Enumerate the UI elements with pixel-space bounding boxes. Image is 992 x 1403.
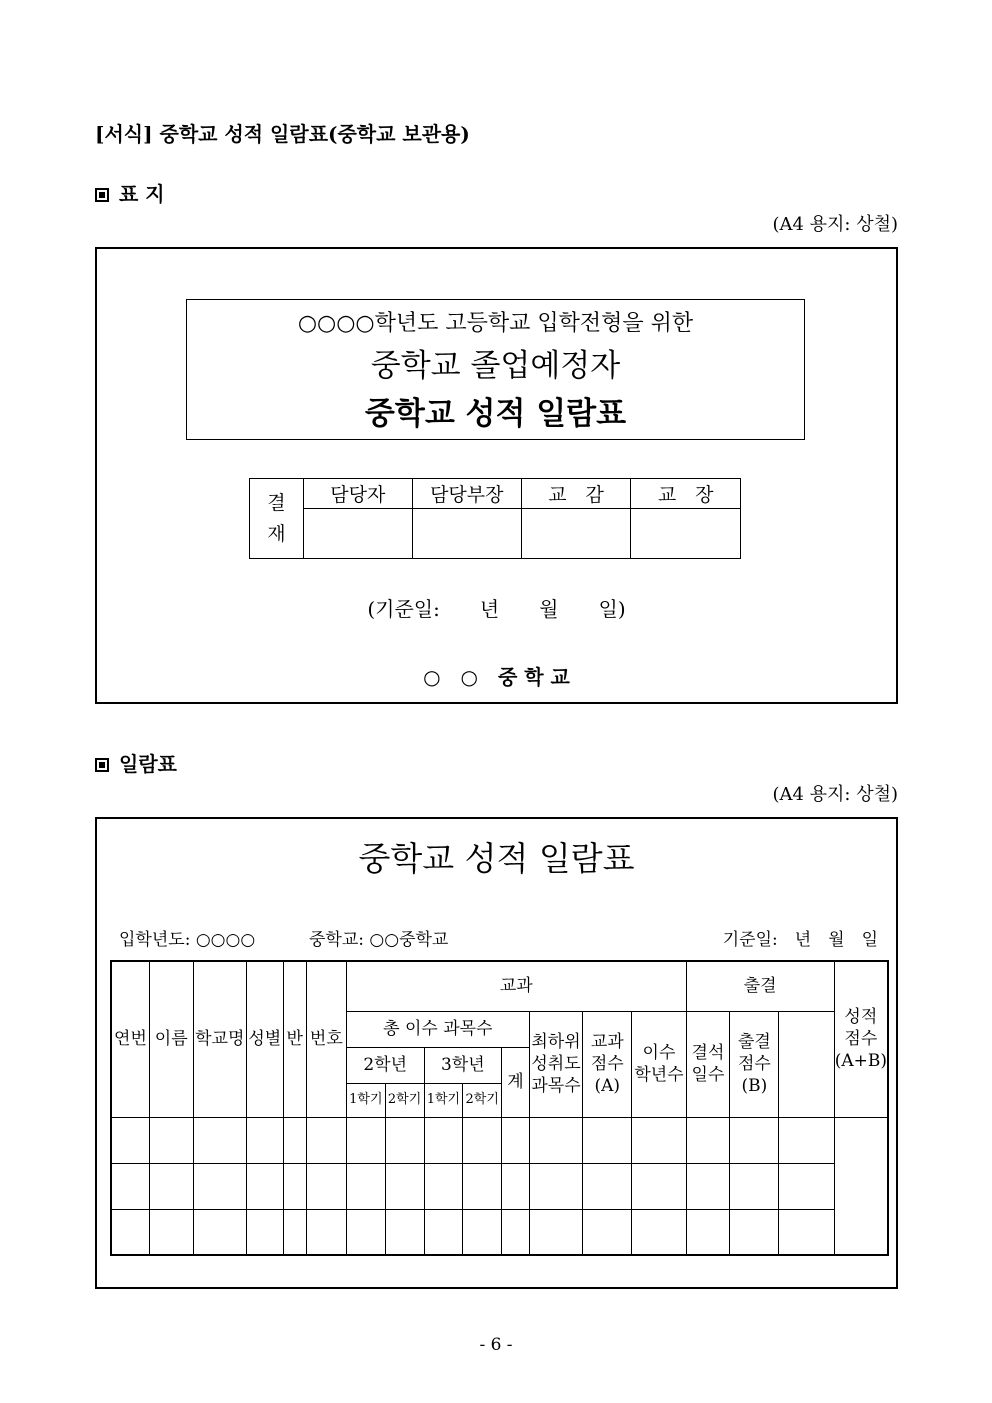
cover-base-date: (기준일: 년 월 일) — [367, 597, 626, 621]
cover-heading: 표 지 — [95, 178, 165, 207]
approval-sign-cell — [303, 509, 412, 559]
cover-school-name: ○ ○ 중 학 교 — [423, 665, 570, 689]
table-row — [111, 1117, 888, 1163]
document-title: [서식] 중학교 성적 일람표(중학교 보관용) — [95, 122, 470, 146]
list-base-date: 기준일: 년 월 일 — [722, 930, 878, 950]
table-row — [111, 1209, 888, 1255]
square-bullet-icon — [95, 188, 109, 202]
cover-paper-note: (A4 용지: 상철) — [772, 214, 898, 235]
header-g2-sem2: 2학기 — [385, 1083, 424, 1117]
header-name: 이름 — [149, 961, 193, 1117]
approval-label: 결 재 — [250, 479, 304, 559]
cover-title-line3: 중학교 성적 일람표 — [364, 396, 627, 432]
header-attendance: 출결 — [686, 961, 834, 1011]
approval-sign-cell — [412, 509, 521, 559]
header-g3-sem1: 1학기 — [424, 1083, 463, 1117]
table-row — [111, 1163, 888, 1209]
list-title: 중학교 성적 일람표 — [358, 839, 635, 878]
approval-col-2: 담당부장 — [412, 479, 521, 509]
header-lowest: 최하위 성취도 과목수 — [529, 1011, 582, 1117]
cover-title-line2: 중학교 졸업예정자 — [370, 348, 621, 384]
list-frame — [95, 817, 898, 1289]
header-no: 연번 — [111, 961, 149, 1117]
page-number: - 6 - — [479, 1335, 513, 1355]
list-heading: 일람표 — [95, 748, 177, 777]
approval-table — [249, 478, 741, 559]
approval-sign-cell — [521, 509, 631, 559]
approval-col-1: 담당자 — [303, 479, 412, 509]
header-grade3: 3학년 — [424, 1047, 502, 1083]
approval-col-4: 교 장 — [631, 479, 741, 509]
header-years: 이수 학년수 — [632, 1011, 686, 1117]
header-absent: 결석 일수 — [686, 1011, 730, 1117]
header-gender: 성별 — [246, 961, 283, 1117]
header-att-score: 출결 점수 (B) — [730, 1011, 779, 1117]
header-grade-score: 성적 점수 (A+B) — [834, 961, 888, 1117]
approval-sign-cell — [631, 509, 741, 559]
list-paper-note: (A4 용지: 상철) — [772, 784, 898, 805]
header-g3-sem2: 2학기 — [463, 1083, 502, 1117]
approval-col-3: 교 감 — [521, 479, 631, 509]
entry-year: 입학년도: ○○○○ — [119, 930, 256, 950]
header-school-name: 학교명 — [193, 961, 246, 1117]
header-subject: 교과 — [346, 961, 686, 1011]
header-total-courses: 총 이수 과목수 — [346, 1011, 529, 1047]
header-sum: 계 — [502, 1047, 530, 1117]
cover-title-box — [186, 299, 805, 440]
square-bullet-icon — [95, 758, 109, 772]
header-class: 반 — [283, 961, 306, 1117]
header-grade2: 2학년 — [346, 1047, 424, 1083]
score-table — [110, 960, 889, 1256]
header-g2-sem1: 1학기 — [346, 1083, 385, 1117]
list-school: 중학교: ○○중학교 — [309, 930, 449, 950]
header-subject-score: 교과 점수 (A) — [583, 1011, 632, 1117]
cover-title-line1: ○○○○학년도 고등학교 입학전형을 위한 — [297, 311, 694, 336]
cover-frame — [95, 247, 898, 704]
header-number: 번호 — [306, 961, 346, 1117]
